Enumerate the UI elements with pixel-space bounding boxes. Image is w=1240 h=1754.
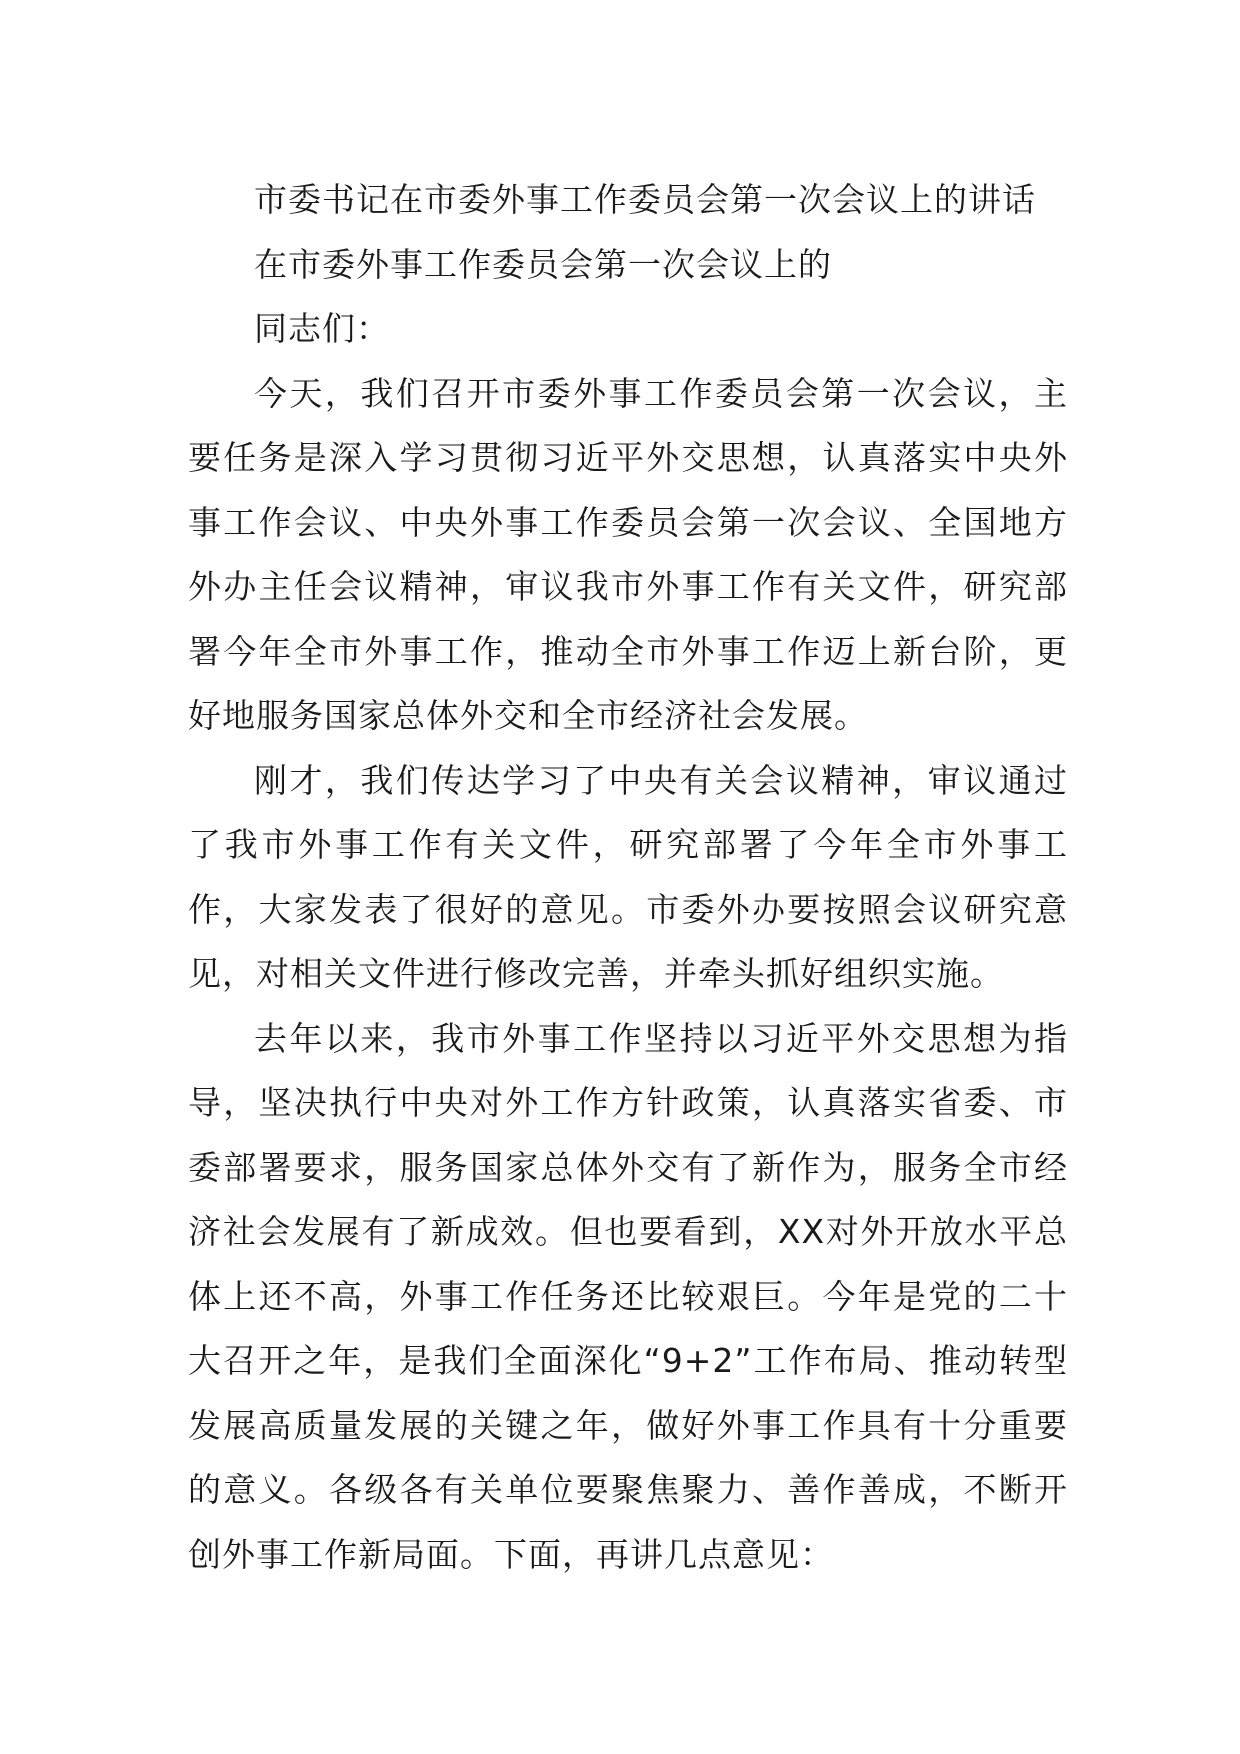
body-paragraph: 去年以来，我市外事工作坚持以习近平外交思想为指导，坚决执行中央对外工作方针政策，认真落实省委、市委部署要求，服务国家总体外交有了新作为，服务全市经济社会发展有了新成效。但也要看到，XX对外开放水平总体上还不高，外事工作任务还比较艰巨。今年是党的二十大召开之年，是我们全面深化“9+2”工作布局、推动转型发展高质量发展的关键之年，做好外事工作具有十分重要的意义。各级各有关单位要聚焦聚力、善作善成，不断开创外事工作新局面。下面，再讲几点意见： (188, 1018, 1068, 1574)
document-title: 市委书记在市委外事工作委员会第一次会议上的讲话 (254, 180, 1036, 219)
document-subtitle: 在市委外事工作委员会第一次会议上的 (254, 244, 832, 284)
body-paragraph: 今天，我们召开市委外事工作委员会第一次会议，主要任务是深入学习贯彻习近平外交思想，认真落实中央外事工作会议、中央外事工作委员会第一次会议、全国地方外办主任会议精神，审议我市外事工作有关文件，研究部署今年全市外事工作，推动全市外事工作迈上新台阶，更好地服务国家总体外交和全市经济社会发展。 (188, 373, 1068, 735)
salutation: 同志们： (254, 309, 390, 348)
body-paragraph: 刚才，我们传达学习了中央有关会议精神，审议通过了我市外事工作有关文件，研究部署了今年全市外事工作，大家发表了很好的意见。市委外办要按照会议研究意见，对相关文件进行修改完善，并牵头抓好组织实施。 (188, 760, 1068, 993)
document-body (188, 168, 1068, 1587)
